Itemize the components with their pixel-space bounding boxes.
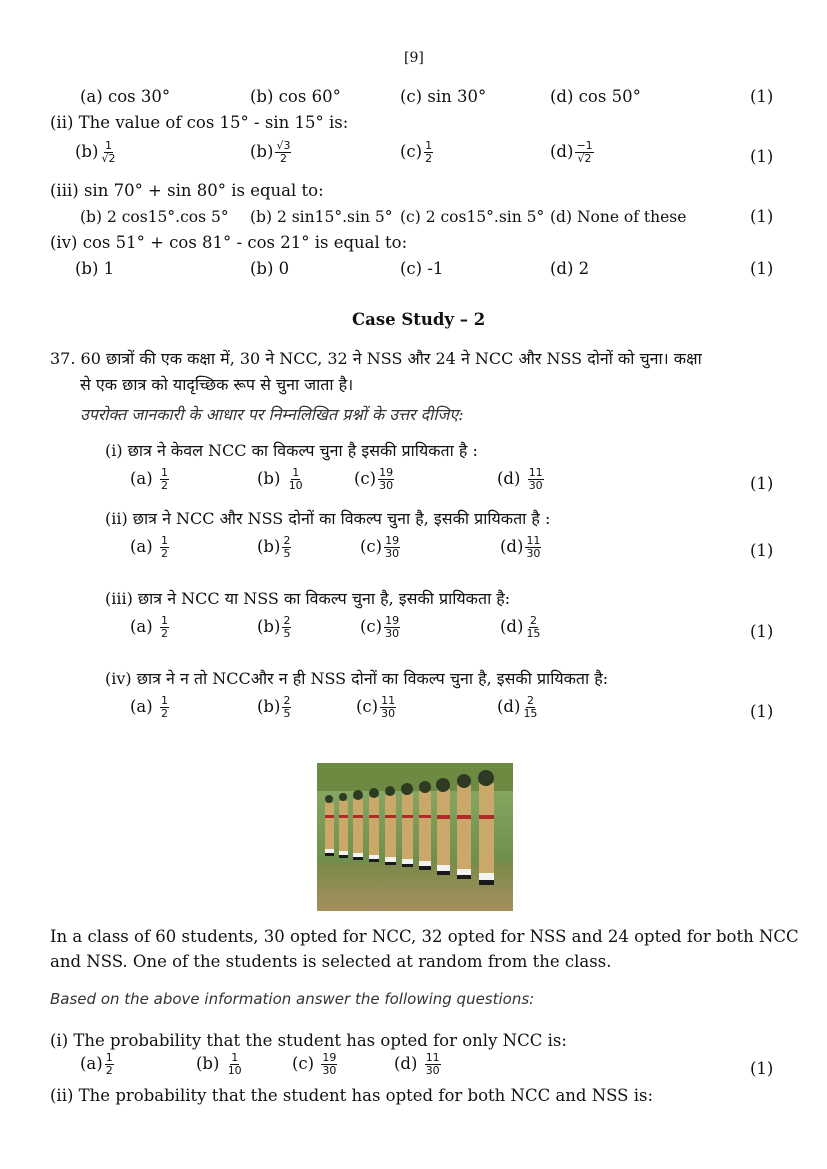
option-c (354, 467, 394, 492)
option-label: (d) (394, 1054, 418, 1073)
numerator: 19 (385, 534, 400, 547)
option-d (500, 615, 541, 640)
option-b (257, 535, 291, 560)
option-a (130, 467, 169, 492)
option-label: (a) (80, 1054, 103, 1073)
denominator: 5 (283, 707, 291, 720)
numerator: 1 (292, 466, 300, 479)
denominator: 2 (160, 627, 168, 640)
hindi-instruction: उपरोक्त जानकारी के आधार पर निम्नलिखित प्रश्नों के उत्तर दीजिए: (80, 405, 464, 424)
option-label: (b) (75, 142, 99, 161)
denominator: 30 (381, 707, 396, 720)
marks: (1) (750, 474, 774, 493)
denominator: 30 (526, 547, 541, 560)
numerator: 1 (160, 534, 168, 547)
option-label: (a) (130, 469, 153, 488)
option-label: (c) (292, 1054, 315, 1073)
numerator: 1 (160, 694, 168, 707)
denominator: 2 (160, 547, 168, 560)
option-label: (c) (360, 617, 383, 636)
fraction (282, 695, 291, 720)
question-iii-text: (iii) sin 70° + sin 80° is equal to: (50, 181, 324, 200)
numerator: 2 (283, 534, 291, 547)
fraction (425, 1052, 441, 1077)
option-label: (b) (250, 142, 274, 161)
fraction (100, 140, 116, 165)
fraction (528, 467, 544, 492)
option-b (257, 467, 304, 492)
option-label: (b) (196, 1054, 220, 1073)
fraction (424, 140, 433, 165)
numerator: √3 (276, 139, 291, 152)
option-label: (c) (356, 697, 379, 716)
option-d: (d) None of these (550, 208, 687, 226)
english-stem-line2: and NSS. One of the students is selected at random from the class. (50, 952, 612, 971)
numerator: 19 (322, 1051, 337, 1064)
fraction (282, 615, 291, 640)
option-label: (c) (400, 142, 423, 161)
fraction (380, 695, 396, 720)
denominator: √2 (101, 152, 116, 165)
english-stem-line1: In a class of 60 students, 30 opted for NCC, 32 opted for NSS and 24 opted for both NCC (50, 927, 799, 946)
english-question-i: (i) The probability that the student has opted for only NCC is: (50, 1031, 567, 1050)
numerator: 11 (425, 1051, 440, 1064)
numerator: 19 (379, 466, 394, 479)
option-label: (a) (130, 617, 153, 636)
fraction (282, 535, 291, 560)
option-d (550, 140, 594, 165)
fraction (275, 140, 291, 165)
fraction (384, 615, 400, 640)
numerator: 2 (529, 614, 537, 627)
numerator: 11 (528, 466, 543, 479)
option-a (130, 535, 169, 560)
option-c (292, 1052, 337, 1077)
numerator: 1 (160, 466, 168, 479)
denominator: 2 (160, 707, 168, 720)
option-a (130, 695, 169, 720)
option-label: (b) (257, 617, 281, 636)
denominator: 30 (322, 1064, 337, 1077)
option-label: (a) (130, 697, 153, 716)
option-a: (a) cos 30° (80, 87, 171, 106)
option-c (360, 535, 400, 560)
option-c (400, 140, 433, 165)
denominator: 2 (160, 479, 168, 492)
marks: (1) (750, 87, 774, 106)
numerator: 1 (425, 139, 433, 152)
numerator: −1 (576, 139, 593, 152)
option-a (75, 140, 116, 165)
marks: (1) (750, 147, 774, 166)
numerator: 1 (231, 1051, 239, 1064)
option-b: (b) 2 sin15°.sin 5° (250, 208, 393, 226)
denominator: 5 (283, 627, 291, 640)
fraction (160, 695, 169, 720)
numerator: 2 (526, 694, 534, 707)
fraction (160, 615, 169, 640)
option-a (130, 615, 169, 640)
denominator: 30 (528, 479, 543, 492)
fraction (160, 467, 169, 492)
fraction (384, 535, 400, 560)
numerator: 19 (385, 614, 400, 627)
fraction (525, 535, 541, 560)
hindi-question-iv: (iv) छात्र ने न तो NCCऔर न ही NSS दोनों का विकल्प चुना है, इसकी प्रायिकता है: (105, 669, 609, 688)
numerator: 1 (160, 614, 168, 627)
denominator: 15 (526, 627, 541, 640)
denominator: 10 (288, 479, 303, 492)
numerator: 1 (105, 1051, 113, 1064)
fraction (575, 140, 593, 165)
option-d (497, 467, 544, 492)
option-d (497, 695, 538, 720)
option-c: (c) -1 (400, 259, 444, 278)
option-b (196, 1052, 243, 1077)
hindi-question-ii: (ii) छात्र ने NCC और NSS दोनों का विकल्प चुना है, इसकी प्रायिकता है : (105, 509, 551, 528)
option-label: (c) (354, 469, 377, 488)
question-iv-text: (iv) cos 51° + cos 81° - cos 21° is equal to: (50, 233, 408, 252)
fraction (522, 695, 538, 720)
option-b: (b) 0 (250, 259, 290, 278)
denominator: 30 (385, 627, 400, 640)
option-a: (b) 2 cos15°.cos 5° (80, 208, 229, 226)
page-number: [9] (404, 50, 424, 66)
denominator: 2 (425, 152, 433, 165)
denominator: 5 (283, 547, 291, 560)
option-c (360, 615, 400, 640)
numerator: 2 (283, 694, 291, 707)
case-study-title: Case Study – 2 (352, 310, 486, 329)
question-ii-text: (ii) The value of cos 15° - sin 15° is: (50, 113, 349, 132)
parade-illustration (317, 763, 513, 911)
denominator: 30 (425, 1064, 440, 1077)
option-d: (d) 2 (550, 259, 590, 278)
option-c: (c) sin 30° (400, 87, 487, 106)
option-label: (d) (497, 469, 521, 488)
english-instruction: Based on the above information answer the following questions: (50, 990, 535, 1008)
option-c (356, 695, 396, 720)
numerator: 2 (283, 614, 291, 627)
numerator: 1 (104, 139, 112, 152)
marks: (1) (750, 702, 774, 721)
fraction (288, 467, 304, 492)
fraction (227, 1052, 243, 1077)
option-label: (b) (257, 537, 281, 556)
option-d (394, 1052, 441, 1077)
option-label: (a) (130, 537, 153, 556)
option-b (257, 695, 291, 720)
denominator: 15 (523, 707, 538, 720)
fraction (525, 615, 541, 640)
marks: (1) (750, 1059, 774, 1078)
option-label: (d) (500, 617, 524, 636)
option-label: (d) (500, 537, 524, 556)
denominator: 2 (105, 1064, 113, 1077)
denominator: √2 (577, 152, 592, 165)
hindi-stem-line1: 37. 60 छात्रों की एक कक्षा में, 30 ने NCC, 32 ने NSS और 24 ने NCC और NSS दोनों को चुना। कक्षा (50, 349, 702, 368)
denominator: 30 (379, 479, 394, 492)
numerator: 11 (526, 534, 541, 547)
fraction (105, 1052, 114, 1077)
denominator: 30 (385, 547, 400, 560)
option-label: (b) (257, 697, 281, 716)
option-label: (c) (360, 537, 383, 556)
numerator: 11 (381, 694, 396, 707)
option-a: (b) 1 (75, 259, 115, 278)
marks: (1) (750, 207, 774, 226)
english-question-ii: (ii) The probability that the student has opted for both NCC and NSS is: (50, 1086, 654, 1105)
option-label: (d) (497, 697, 521, 716)
marks: (1) (750, 541, 774, 560)
denominator: 10 (227, 1064, 242, 1077)
denominator: 2 (279, 152, 287, 165)
option-label: (d) (550, 142, 574, 161)
ncc-parade-photo (317, 763, 513, 911)
marks: (1) (750, 622, 774, 641)
fraction (378, 467, 394, 492)
option-b (257, 615, 291, 640)
hindi-question-iii: (iii) छात्र ने NCC या NSS का विकल्प चुना है, इसकी प्रायिकता है: (105, 589, 511, 608)
option-d (500, 535, 541, 560)
option-label: (b) (257, 469, 281, 488)
option-c: (c) 2 cos15°.sin 5° (400, 208, 545, 226)
option-b (250, 140, 291, 165)
option-d: (d) cos 50° (550, 87, 641, 106)
option-a (80, 1052, 114, 1077)
option-b: (b) cos 60° (250, 87, 341, 106)
hindi-stem-line2: से एक छात्र को यादृच्छिक रूप से चुना जाता है। (80, 375, 354, 394)
marks: (1) (750, 259, 774, 278)
fraction (321, 1052, 337, 1077)
fraction (160, 535, 169, 560)
hindi-question-i: (i) छात्र ने केवल NCC का विकल्प चुना है इसकी प्रायिकता है : (105, 441, 478, 460)
